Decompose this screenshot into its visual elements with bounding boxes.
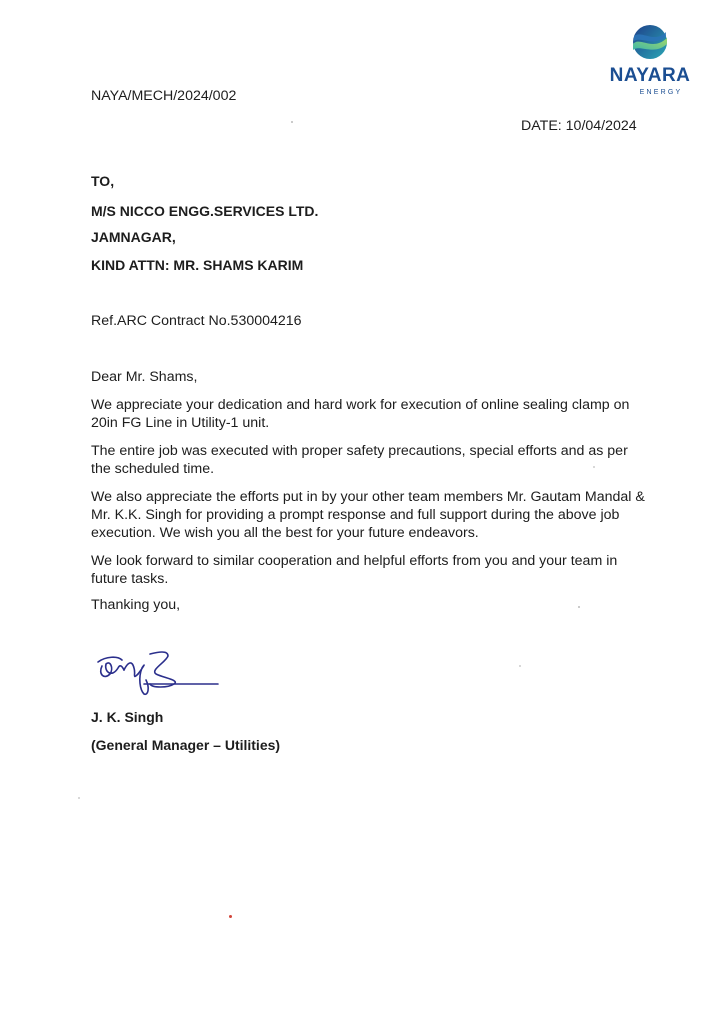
contract-reference: Ref.ARC Contract No.530004216 [91,313,302,329]
kind-attention: KIND ATTN: MR. SHAMS KARIM [91,257,304,273]
scan-speck [78,797,80,799]
to-label: TO, [91,173,115,189]
salutation: Dear Mr. Shams, [91,369,198,385]
reference-number: NAYA/MECH/2024/002 [91,88,237,104]
handwritten-signature [88,644,224,700]
company-logo [600,22,700,102]
signer-designation: (General Manager – Utilities) [91,737,281,753]
scan-speck [519,665,521,667]
logo-name: NAYARA [609,65,691,86]
scan-speck [578,606,580,608]
body-paragraph: We appreciate your dedication and hard work for execution of online sealing clamp on 20in FG Line in Utility-1 unit. [91,397,630,431]
scan-speck [593,466,595,468]
body-paragraph: We also appreciate the efforts put in by your other team members Mr. Gautam Mandal & Mr. K.K. Singh for providing a prompt response and full support during the above job execution. We wish you all the best for your future endeavors. [91,489,645,541]
recipient-city: JAMNAGAR, [91,229,176,245]
scan-speck [229,915,232,918]
body-paragraph: The entire job was executed with proper safety precautions, special efforts and as per the scheduled time. [91,443,628,477]
letter-date: DATE: 10/04/2024 [521,118,637,134]
body-paragraph: We look forward to similar cooperation and helpful efforts from you and your team in future tasks. [91,553,618,587]
scan-speck [291,121,293,123]
recipient-company: M/S NICCO ENGG.SERVICES LTD. [91,203,319,219]
nayara-globe-icon [630,22,670,62]
closing-line: Thanking you, [91,597,181,613]
logo-subtitle: ENERGY [639,89,683,96]
signer-name: J. K. Singh [91,709,164,725]
